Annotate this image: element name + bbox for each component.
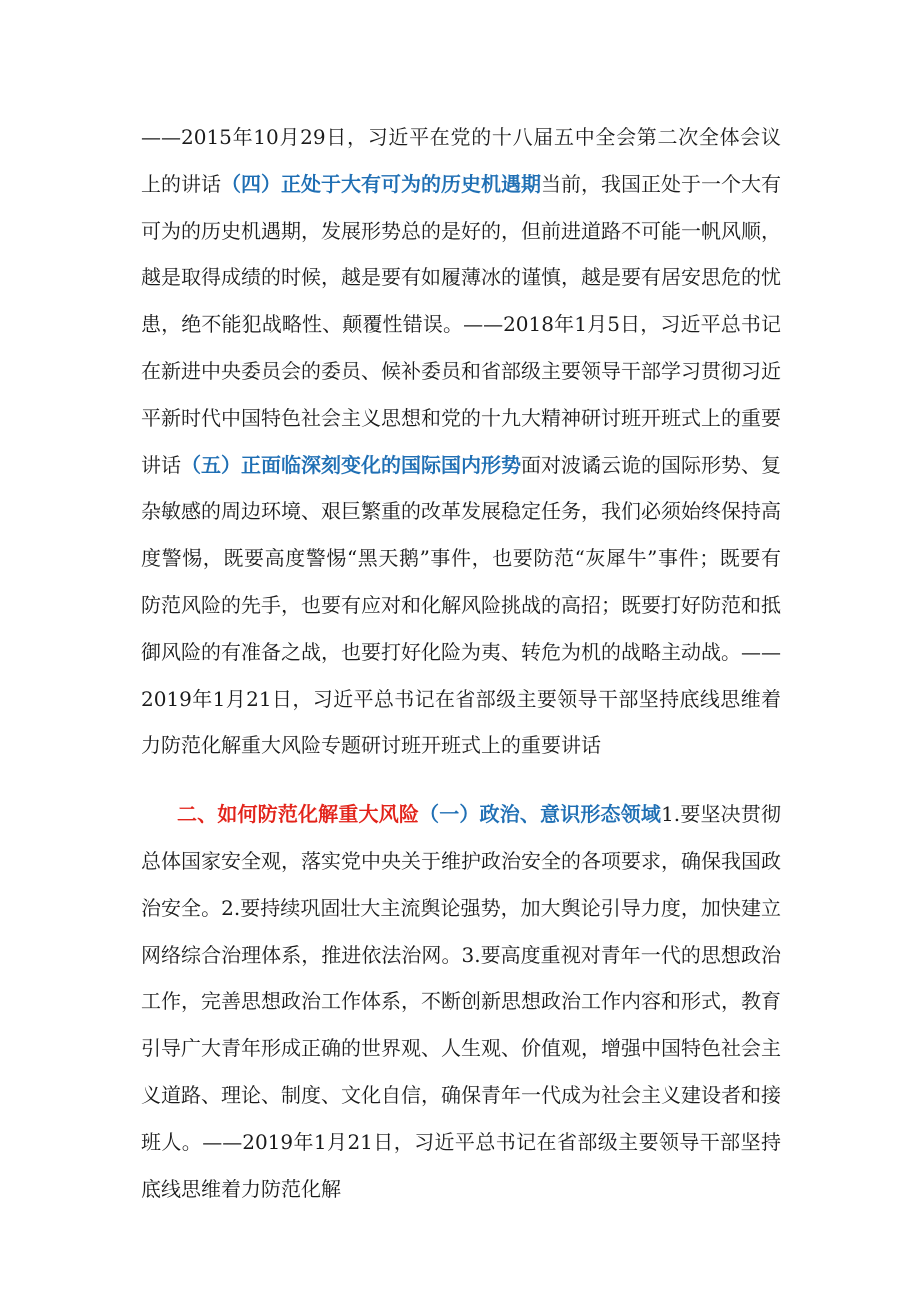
section-title-prevent-risks: 二、如何防范化解重大风险 [177,802,420,827]
document-page [141,114,781,1212]
text-historical-opportunity: 当前，我国正处于一个大有可为的历史机遇期，发展形势总的是好的，但前进道路不可能一帆风顺，越是取得成绩的时候，越是要有如履薄冰的谨慎，越是要有居安思危的忧患，绝不能犯战略性、颠覆性错误。——2018年1月5日，习近平总书记在新进中央委员会的委员、候补委员和省部级主要领导干部学习贯彻习近平新时代中国特色社会主义思想和党的十九大精神研讨班开班式上的重要讲话 [141,171,781,477]
paragraph-how-to-prevent-risks [141,791,781,1212]
heading-political-ideology: （一）政治、意识形态领域 [419,802,662,827]
heading-international-situation: （五）正面临深刻变化的国际国内形势 [181,452,521,477]
quote-source-2015: ——2015年10月29日，习近平在党的十八届五中全会第二次全体会议上的讲话 [141,125,781,196]
text-international-situation: 面对波谲云诡的国际形势、复杂敏感的周边环境、艰巨繁重的改革发展稳定任务，我们必须始终保持高度警惕，既要高度警惕“黑天鹅”事件，也要防范“灰犀牛”事件；既要有防范风险的先手，也要有应对和化解风险挑战的高招；既要打好防范和抵御风险的有准备之战，也要打好化险为夷、转危为机的战略主动战。——2019年1月21日，习近平总书记在省部级主要领导干部坚持底线思维着力防范化解重大风险专题研讨班开班式上的重要讲话 [141,452,781,758]
paragraph-risk-background [141,114,781,769]
heading-historical-opportunity: （四）正处于大有可为的历史机遇期 [221,171,541,196]
text-political-ideology: 1.要坚决贯彻总体国家安全观，落实党中央关于维护政治安全的各项要求，确保我国政治安全。2.要持续巩固壮大主流舆论强势，加大舆论引导力度，加快建立网络综合治理体系，推进依法治网。3.要高度重视对青年一代的思想政治工作，完善思想政治工作体系，不断创新思想政治工作内容和形式，教育引导广大青年形成正确的世界观、人生观、价值观，增强中国特色社会主义道路、理论、制度、文化自信，确保青年一代成为社会主义建设者和接班人。——2019年1月21日，习近平总书记在省部级主要领导干部坚持底线思维着力防范化解 [141,802,781,1201]
